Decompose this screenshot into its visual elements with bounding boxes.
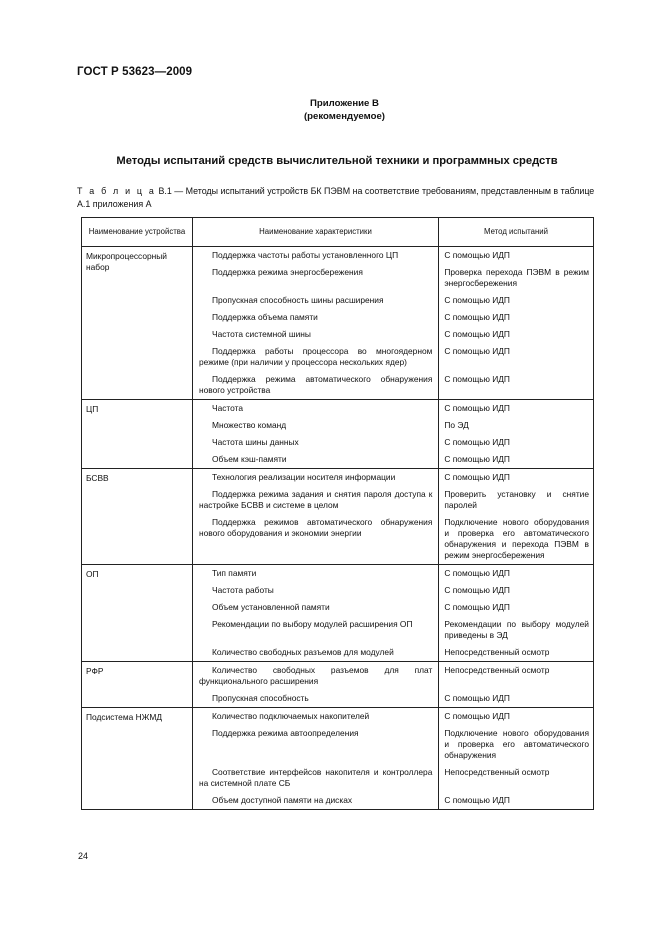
characteristic-row: [193, 582, 593, 599]
characteristic-cell: Объем кэш-памяти: [212, 454, 287, 464]
characteristic-row: [193, 264, 593, 292]
method-cell: Проверка перехода ПЭВМ в режим энергосбережения: [438, 264, 593, 292]
characteristic-cell: Поддержка объема памяти: [212, 312, 318, 322]
characteristic-row: [193, 451, 593, 468]
method-cell: С помощью ИДП: [438, 434, 593, 451]
method-cell: Непосредственный осмотр: [438, 644, 593, 661]
header-device: Наименование устройства: [82, 218, 193, 247]
characteristics-group: [193, 469, 594, 565]
characteristic-cell: Объем установленной памяти: [212, 602, 330, 612]
method-cell: С помощью ИДП: [438, 326, 593, 343]
test-methods-table: [81, 217, 594, 810]
method-cell: По ЭД: [438, 417, 593, 434]
section-title: Методы испытаний средств вычислительной техники и программных средств: [116, 155, 558, 167]
method-cell: С помощью ИДП: [438, 343, 593, 371]
table-header-row: [82, 218, 594, 247]
appendix-status: (рекомендуемое): [303, 111, 385, 122]
table-row: [82, 400, 594, 469]
device-name-cell: Микропроцессорный набор: [82, 247, 193, 400]
characteristic-row: [193, 725, 593, 764]
characteristic-cell: Соответствие интерфейсов накопителя и контроллера на системной плате СБ: [199, 767, 433, 788]
characteristic-cell: Поддержка режима автоматического обнаружения нового устройства: [199, 374, 433, 395]
method-cell: Подключение нового оборудования и проверка его автоматического обнаружения и перехода ПЭВМ в режим энергосбережения: [438, 514, 593, 564]
characteristic-row: [193, 309, 593, 326]
method-cell: Непосредственный осмотр: [438, 662, 593, 690]
table-caption-text: В.1 — Методы испытаний устройств БК ПЭВМ на соответствие требованиям, представленным в таблице А.1 приложения А: [77, 186, 595, 209]
characteristic-row: [193, 469, 593, 486]
characteristics-group: [193, 247, 594, 400]
characteristic-cell: Поддержка работы процессора во многоядерном режиме (при наличии у процессора нескольких ядер): [199, 346, 433, 367]
method-cell: Проверить установку и снятие паролей: [438, 486, 593, 514]
characteristic-cell: Количество свободных разъемов для плат функционального расширения: [199, 665, 433, 686]
characteristic-cell: Поддержка режима автоопределения: [212, 728, 359, 738]
characteristic-row: [193, 616, 593, 644]
appendix-label: Приложение В: [310, 98, 379, 109]
device-name-cell: Подсистема НЖМД: [82, 708, 193, 810]
table-row: [82, 565, 594, 662]
characteristic-row: [193, 247, 593, 264]
characteristic-cell: Количество свободных разъемов для модулей: [212, 647, 394, 657]
method-cell: С помощью ИДП: [438, 371, 593, 399]
table-row: [82, 662, 594, 708]
characteristic-row: [193, 417, 593, 434]
method-cell: С помощью ИДП: [438, 792, 593, 809]
characteristic-row: [193, 690, 593, 707]
page-number: 24: [78, 851, 89, 861]
table-row: [82, 708, 594, 810]
characteristic-row: [193, 644, 593, 661]
characteristic-row: [193, 400, 593, 417]
method-cell: С помощью ИДП: [438, 690, 593, 707]
characteristic-cell: Множество команд: [212, 420, 287, 430]
characteristic-row: [193, 343, 593, 371]
characteristics-group: [193, 708, 594, 810]
characteristic-row: [193, 764, 593, 792]
header-characteristic: Наименование характеристики: [193, 218, 439, 247]
method-cell: С помощью ИДП: [438, 565, 593, 582]
method-cell: Рекомендации по выбору модулей приведены в ЭД: [438, 616, 593, 644]
method-cell: С помощью ИДП: [438, 292, 593, 309]
characteristic-cell: Поддержка частоты работы установленного ЦП: [212, 250, 399, 260]
characteristic-row: [193, 292, 593, 309]
characteristic-row: [193, 514, 593, 564]
table-caption-prefix: Т а б л и ц а: [77, 186, 156, 196]
characteristic-row: [193, 371, 593, 399]
characteristic-cell: Объем доступной памяти на дисках: [212, 795, 353, 805]
characteristic-row: [193, 434, 593, 451]
table-row: [82, 247, 594, 400]
characteristic-row: [193, 662, 593, 690]
characteristic-row: [193, 486, 593, 514]
device-name-cell: БСВВ: [82, 469, 193, 565]
method-cell: С помощью ИДП: [438, 400, 593, 417]
characteristic-cell: Поддержка режима задания и снятия пароля доступа к настройке БСВВ и системе в целом: [199, 489, 433, 510]
characteristic-cell: Поддержка режимов автоматического обнаружения нового оборудования и экономии энергии: [199, 517, 433, 538]
table-caption: [77, 185, 597, 211]
device-name-cell: ЦП: [82, 400, 193, 469]
characteristic-row: [193, 565, 593, 582]
characteristics-group: [193, 565, 594, 662]
characteristic-cell: Рекомендации по выбору модулей расширения ОП: [212, 619, 413, 629]
table-body: [82, 247, 594, 810]
characteristic-row: [193, 792, 593, 809]
method-cell: С помощью ИДП: [438, 599, 593, 616]
method-cell: С помощью ИДП: [438, 247, 593, 264]
characteristic-cell: Поддержка режима энергосбережения: [212, 267, 363, 277]
characteristic-cell: Технология реализации носителя информации: [212, 472, 396, 482]
method-cell: Непосредственный осмотр: [438, 764, 593, 792]
characteristic-cell: Пропускная способность шины расширения: [212, 295, 384, 305]
characteristic-row: [193, 599, 593, 616]
characteristic-row: [193, 326, 593, 343]
header-method: Метод испытаний: [439, 218, 594, 247]
characteristic-cell: Частота: [212, 403, 244, 413]
characteristics-group: [193, 662, 594, 708]
characteristic-cell: Количество подключаемых накопителей: [212, 711, 370, 721]
characteristic-cell: Частота работы: [212, 585, 274, 595]
method-cell: С помощью ИДП: [438, 582, 593, 599]
characteristic-cell: Частота шины данных: [212, 437, 299, 447]
characteristics-group: [193, 400, 594, 469]
device-name-cell: РФР: [82, 662, 193, 708]
method-cell: С помощью ИДП: [438, 708, 593, 725]
characteristic-row: [193, 708, 593, 725]
method-cell: Подключение нового оборудования и проверка его автоматического обнаружения: [438, 725, 593, 764]
characteristic-cell: Пропускная способность: [212, 693, 309, 703]
table-row: [82, 469, 594, 565]
method-cell: С помощью ИДП: [438, 469, 593, 486]
method-cell: С помощью ИДП: [438, 309, 593, 326]
characteristic-cell: Тип памяти: [212, 568, 257, 578]
document-standard-number: ГОСТ Р 53623—2009: [77, 66, 193, 78]
device-name-cell: ОП: [82, 565, 193, 662]
method-cell: С помощью ИДП: [438, 451, 593, 468]
characteristic-cell: Частота системной шины: [212, 329, 311, 339]
